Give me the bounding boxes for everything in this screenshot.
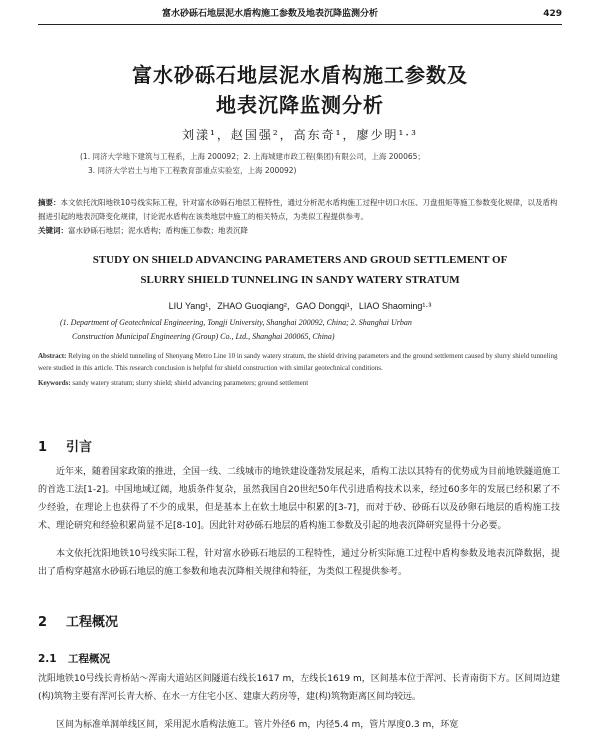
keywords-en: [38, 377, 560, 389]
affiliation-cn-line2: 3. 同济大学岩土与地下工程教育部重点实验室，上海 200092): [88, 166, 297, 175]
running-header: [38, 4, 562, 25]
affiliations-chinese: [80, 150, 550, 178]
section-2-heading: [38, 611, 118, 630]
abstract-en-label: Abstract:: [38, 352, 67, 360]
abstract-cn-body: [38, 196, 560, 224]
abstract-en-body: [38, 350, 560, 374]
abstract-cn-text: 本文依托沈阳地铁10号线实际工程，针对富水砂砾石地层工程特性，通过分析泥水盾构施工过程中切口水压、刀盘扭矩等施工参数变化规律，以及盾构掘进引起的地表沉降变化规律，讨论泥水盾构在该类地层中施工的相关特点，为类似工程提供参考。: [38, 198, 558, 221]
keywords-en-label: Keywords:: [38, 379, 71, 387]
section-2-number: 2: [38, 615, 48, 630]
keywords-cn: [38, 224, 560, 238]
section-2-1-paragraph-1: 沈阳地铁10号线长青桥站～浑南大道站区间隧道右线长1617 m，左线长1619 m，区间基本位于浑河、长青南街下方。区间周边建(构)筑物主要有浑河长青大桥、在水一方住宅小区、建康大药房等，建(构)筑物距离区间均较远。: [38, 674, 560, 702]
section-1-heading: [38, 436, 92, 455]
abstract-cn-label: 摘要：: [38, 198, 61, 207]
title-english: [38, 250, 562, 290]
section-2-1-title: 工程概况: [68, 653, 110, 665]
keywords-en-text: sandy watery stratum; slurry shield; shield advancing parameters; ground settlement: [72, 379, 309, 387]
keywords-cn-label: 关键词：: [38, 226, 68, 235]
section-1-title: 引言: [66, 440, 93, 455]
section-2-1-number: 2.1: [38, 653, 57, 665]
affiliation-en-line1: (1. Department of Geotechnical Engineering, Tongji University, Shanghai 200092, China; 2. Shanghai Urban: [60, 318, 412, 327]
section-1-number: 1: [38, 440, 48, 455]
section-2-1-heading: [38, 651, 110, 666]
title-chinese-line2: 地表沉降监测分析: [216, 93, 384, 117]
abstract-en-text: Relying on the shield tunneling of Shenyang Metro Line 10 in sandy watery stratum, the shield driving parameters and the ground settlement caused by slurry shield tunneling were studied in this article. This research conclusion is helpful for shield construction with similar geotechnical conditions.: [38, 352, 558, 372]
running-header-title: 富水砂砾石地层泥水盾构施工参数及地表沉降监测分析: [161, 9, 378, 19]
title-chinese: [40, 60, 560, 120]
affiliations-english: [60, 316, 550, 344]
abstract-english: [38, 350, 560, 389]
authors-chinese: 刘漾¹，赵国强²，高东奇¹，廖少明¹·³: [182, 128, 418, 142]
section-2-1-paragraph-2: 区间为标准单洞单线区间，采用泥水盾构法施工。管片外径6 m，内径5.4 m，管片厚度0.3 m，环宽: [56, 720, 459, 730]
title-english-line1: STUDY ON SHIELD ADVANCING PARAMETERS AND GROUD SETTLEMENT OF: [92, 254, 508, 266]
affiliation-cn-line1: (1. 同济大学地下建筑与工程系，上海 200092；2. 上海城建市政工程(集团)有限公司，上海 200065；: [80, 152, 425, 161]
keywords-cn-text: 富水砂砾石地层；泥水盾构；盾构施工参数；地表沉降: [68, 226, 248, 235]
title-chinese-line1: 富水砂砾石地层泥水盾构施工参数及: [132, 63, 468, 87]
affiliation-en-line2: Construction Municipal Engineering (Group) Co., Ltd., Shanghai 200065, China): [72, 332, 335, 341]
section-1-paragraph-1: 近年来，随着国家政策的推进，全国一线、二线城市的地铁建设蓬勃发展起来，盾构工法以其特有的优势成为目前地铁隧道施工的首选工法[1-2]。中国地域辽阔，地质条件复杂，虽然我国自20世纪50年代引进盾构技术以来，经过60多年的发展已经积累了不少经验，在理论上也获得了不少的成果，但是基本上在软土地层中积累的[3-7]，而对于砂、砂砾石以及砂卵石地层的盾构施工技术、理论研究和经验积累尚显不足[8-10]。因此针对砂砾石地层的盾构施工参数及引起的地表沉降研究显得十分必要。: [38, 467, 561, 531]
title-english-line2: SLURRY SHIELD TUNNELING IN SANDY WATERY STRATUM: [140, 274, 460, 286]
section-1-paragraph-2: 本文依托沈阳地铁10号线实际工程，针对富水砂砾石地层的工程特性，通过分析实际施工过程中盾构参数及地表沉降数据，提出了盾构穿越富水砂砾石地层的施工参数和地表沉降相关规律和特征，为类似工程提供参考。: [38, 549, 560, 577]
abstract-chinese: [38, 196, 560, 238]
section-2-title: 工程概况: [66, 615, 119, 630]
authors-english: LIU Yang¹，ZHAO Guoqiang²，GAO Dongqi¹，LIAO Shaoming¹·³: [168, 301, 432, 311]
page-number: 429: [543, 9, 562, 19]
